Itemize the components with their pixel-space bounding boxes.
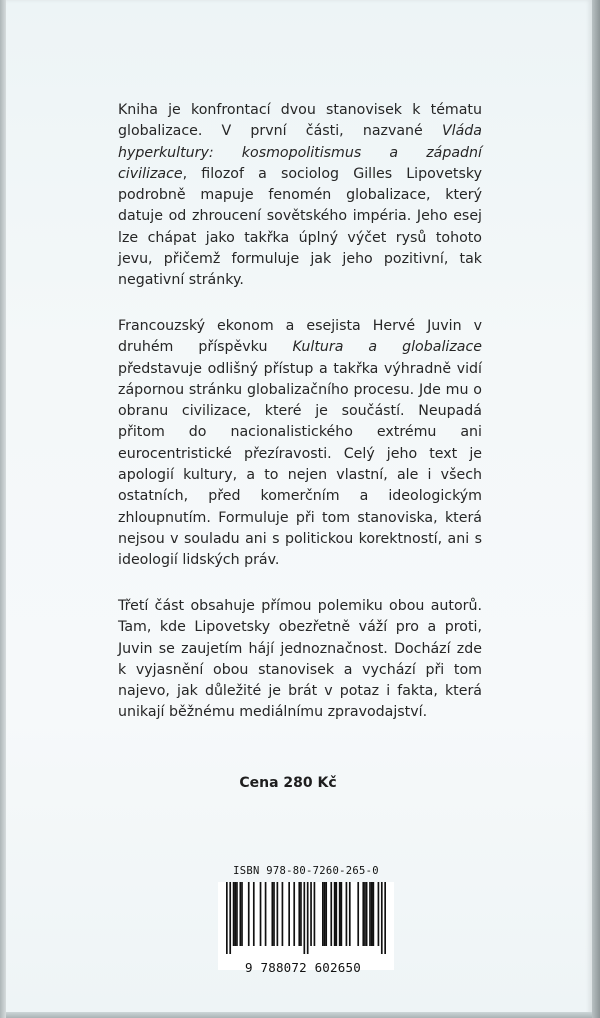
barcode-bar xyxy=(357,882,359,946)
barcode-bar xyxy=(239,882,241,946)
barcode-bar xyxy=(282,882,284,946)
barcode-bar xyxy=(325,882,327,946)
barcode-bar xyxy=(330,882,332,946)
barcode-bar xyxy=(260,882,262,946)
blurb-p2-text-b: představuje odlišný přístup a takřka výhradně vidí zápornou stránku globalizačního procesu. Jde mu o obranu civilizace, které je součástí. Neupadá přitom do nacionalistického extrému ani eurocentristické přezíravosti. Celý jeho text je apologií kultury, a to nejen vlastní, ale i všech ostatních, před komerčním a ideologickým zhloupnutím. Formuluje při tom stanoviska, která nejsou v souladu ani s politickou korektností, ani s ideologií lidských práv. xyxy=(118,360,482,569)
barcode-bar xyxy=(335,882,337,946)
barcode-bar xyxy=(322,882,324,946)
barcode-bar xyxy=(236,882,238,946)
barcode-area xyxy=(218,882,394,970)
barcode-bar xyxy=(300,882,302,946)
barcode-bar xyxy=(253,882,255,946)
barcode-bar xyxy=(233,882,235,946)
price-label: Cena 280 Kč xyxy=(239,775,337,791)
blurb-paragraph-3: Třetí část obsahuje přímou polemiku obou autorů. Tam, kde Lipovetsky obezřetně váží pro a proti, Juvin se zaujetím hájí jednoznačnost. Dochází zde k vyjasnění obou stanovisek a vychází při tom najevo, jak důležité je brát v potaz i fakta, která unikají běžnému mediálnímu zpravodajství. xyxy=(118,598,482,721)
barcode-guard-bar xyxy=(307,882,309,954)
blurb-p1-text-a: Kniha je konfrontací dvou stanovisek k tématu globalizace. V první části, nazvané xyxy=(118,102,482,140)
barcode-bar xyxy=(277,882,279,946)
barcode-bar xyxy=(248,882,250,946)
barcode-bar xyxy=(324,882,326,946)
cover-bottom-edge xyxy=(6,1012,592,1018)
barcode-bar xyxy=(341,882,343,946)
barcode-bar xyxy=(378,882,380,946)
barcode-bar xyxy=(349,882,351,946)
barcode-bar xyxy=(241,882,243,946)
barcode-guard-bar xyxy=(226,882,228,954)
blurb-p2-book-title: Kultura a globalizace xyxy=(292,339,482,356)
ean-digits: 9 788072 602650 xyxy=(245,960,361,975)
barcode-guard-bar xyxy=(303,882,305,954)
barcode-bar xyxy=(369,882,371,946)
barcode-bar xyxy=(362,882,364,946)
barcode-bar xyxy=(293,882,295,946)
blurb-paragraph-2 xyxy=(118,316,482,572)
isbn-label: ISBN 978-80-7260-265-0 xyxy=(233,865,379,877)
barcode-bar xyxy=(310,882,312,946)
barcode-bar xyxy=(298,882,300,946)
blurb-p2-text-a: Francouzský ekonom a esejista Hervé Juvin v druhém příspěvku xyxy=(118,318,482,356)
barcode-bar xyxy=(346,882,348,946)
barcode-bar xyxy=(273,882,275,946)
barcode-bar xyxy=(265,882,267,946)
barcode-bar xyxy=(373,882,375,946)
blurb-p1-book-title: Vláda hyperkultury: kosmopolitismus a západní civilizace xyxy=(118,123,482,182)
cover-right-edge xyxy=(592,0,600,1018)
blurb-p1-text-b: , filozof a sociolog Gilles Lipovetsky podrobně mapuje fenomén globalizace, který datuje od zhroucení sovětského impéria. Jeho esej lze chápat jako takřka úplný výčet rysů tohoto jevu, přičemž formuluje jak jeho pozitivní, tak negativní stránky. xyxy=(118,165,482,289)
barcode-bar xyxy=(314,882,316,946)
barcode-bar xyxy=(371,882,373,946)
barcode-bar xyxy=(334,882,336,946)
barcode-bar xyxy=(339,882,341,946)
blurb-paragraph-1 xyxy=(118,100,482,292)
barcode-bar xyxy=(234,882,236,946)
barcode-guard-bar xyxy=(384,882,386,954)
barcode-guard-bar xyxy=(381,882,383,954)
barcode-bar xyxy=(366,882,368,946)
barcode-bar xyxy=(288,882,290,946)
barcode-bar xyxy=(271,882,273,946)
barcode-bar xyxy=(364,882,366,946)
barcode-guard-bar xyxy=(229,882,231,954)
ean-barcode xyxy=(226,882,386,954)
